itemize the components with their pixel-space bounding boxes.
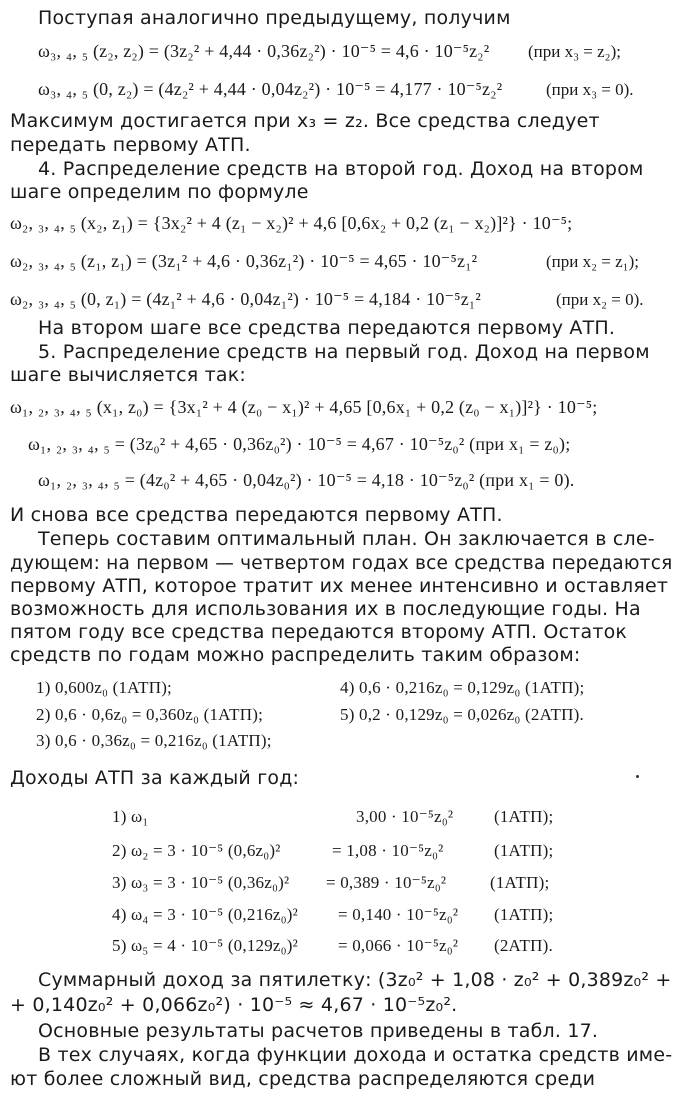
income-row-lhs: 4) ω₄ = 3 · 10⁻⁵ (0,216z₀)² <box>112 905 298 924</box>
print-speck <box>636 775 639 778</box>
equation-omega-12345-max: ω₁, ₂, ₃, ₄, ₅ = (3z₀² + 4,65 · 0,36z₀²) · 10⁻⁵ = 4,67 · 10⁻⁵z₀² (при x₁ = z₀); <box>28 434 571 454</box>
income-row-value: = 0,066 · 10⁻⁵z₀² <box>338 936 459 955</box>
equation-omega-2345-general: ω₂, ₃, ₄, ₅ (x₂, z₁) = {3x₂² + 4 (z₁ − x₂)² + 4,6 [0,6x₂ + 0,2 (z₁ − x₂)]²} · 10⁻⁵; <box>10 213 573 233</box>
paragraph-line: Максимум достигается при x₃ = z₂. Все средства следует <box>10 110 600 132</box>
income-row-recipient: (1АТП); <box>494 905 554 924</box>
equation-condition: (при x₃ = z₂); <box>528 42 621 61</box>
remainder-list-item: 3) 0,6 · 0,36z₀ = 0,216z₀ (1АТП); <box>36 731 272 750</box>
paragraph-line: передать первому АТП. <box>10 134 251 156</box>
income-row-lhs: 5) ω₅ = 4 · 10⁻⁵ (0,129z₀)² <box>112 936 298 955</box>
income-row-value: = 0,389 · 10⁻⁵z₀² <box>326 873 447 892</box>
section-5-heading: 5. Распределение средств на первый год. Доход на первом <box>38 341 650 363</box>
paragraph-line: В тех случаях, когда функции дохода и остатка средств име- <box>38 1044 673 1066</box>
total-income-line: Суммарный доход за пятилетку: (3z₀² + 1,08 · z₀² + 0,389z₀² + <box>38 969 672 991</box>
equation-omega-12345-general: ω₁, ₂, ₃, ₄, ₅ (x₁, z₀) = {3x₁² + 4 (z₀ − x₁)² + 4,65 [0,6x₁ + 0,2 (z₀ − x₁)]²} · 10⁻⁵; <box>10 397 598 417</box>
income-row-lhs: 1) ω₁ <box>112 807 149 826</box>
income-row-lhs: 2) ω₂ = 3 · 10⁻⁵ (0,6z₀)² <box>112 841 281 860</box>
equation-omega-2345-zero: ω₂, ₃, ₄, ₅ (0, z₁) = (4z₁² + 4,6 · 0,04z₁²) · 10⁻⁵ = 4,184 · 10⁻⁵z₁² <box>10 289 481 309</box>
income-row-lhs: 3) ω₃ = 3 · 10⁻⁵ (0,36z₀)² <box>112 873 290 892</box>
income-row-recipient: (1АТП); <box>494 841 554 860</box>
paragraph-line: ют более сложный вид, средства распределяются среди <box>10 1068 596 1090</box>
income-row-recipient: (1АТП); <box>490 873 550 892</box>
paragraph-line: Теперь составим оптимальный план. Он заключается в сле- <box>38 528 655 550</box>
paragraph-line: На втором шаге все средства передаются первому АТП. <box>38 317 616 339</box>
equation-omega-345-max: ω₃, ₄, ₅ (z₂, z₂) = (3z₂² + 4,44 · 0,36z₂²) · 10⁻⁵ = 4,6 · 10⁻⁵z₂² <box>38 41 490 61</box>
paragraph-line: пятом году все средства передаются второму АТП. Остаток <box>10 621 628 643</box>
paragraph-line: первому АТП, которое тратит их менее интенсивно и оставляет <box>10 575 669 597</box>
incomes-heading: Доходы АТП за каждый год: <box>10 767 300 789</box>
section-4-heading: 4. Распределение средств на второй год. Доход на втором <box>38 158 644 180</box>
equation-condition: (при x₂ = z₁); <box>546 252 639 271</box>
paragraph-line: шаге определим по формуле <box>10 181 309 203</box>
equation-condition: (при x₂ = 0). <box>556 290 644 309</box>
paragraph-line: Поступая аналогично предыдущему, получим <box>38 7 511 29</box>
equation-condition: (при x₃ = 0). <box>546 80 634 99</box>
total-income-line: + 0,140z₀² + 0,066z₀²) · 10⁻⁵ ≈ 4,67 · 10⁻⁵z₀². <box>10 994 458 1016</box>
income-row-recipient: (2АТП). <box>494 936 553 955</box>
equation-omega-12345-zero: ω₁, ₂, ₃, ₄, ₅ = (4z₀² + 4,65 · 0,04z₀²) · 10⁻⁵ = 4,18 · 10⁻⁵z₀² (при x₁ = 0). <box>38 470 575 490</box>
paragraph-line: возможность для использования их в последующие годы. На <box>10 598 641 620</box>
income-row-value: = 1,08 · 10⁻⁵z₀² <box>332 841 444 860</box>
paragraph-line: И снова все средства передаются первому АТП. <box>10 504 503 526</box>
income-row-value: 3,00 · 10⁻⁵z₀² <box>356 807 454 826</box>
remainder-list-item: 2) 0,6 · 0,6z₀ = 0,360z₀ (1АТП); <box>36 705 263 724</box>
paragraph-line: дующем: на первом — четвертом годах все средства передаются <box>10 552 673 574</box>
income-row-value: = 0,140 · 10⁻⁵z₀² <box>338 905 459 924</box>
remainder-list-item: 4) 0,6 · 0,216z₀ = 0,129z₀ (1АТП); <box>340 678 585 697</box>
income-row-recipient: (1АТП); <box>494 807 554 826</box>
paragraph-line: Основные результаты расчетов приведены в табл. 17. <box>38 1020 599 1042</box>
remainder-list-item: 1) 0,600z₀ (1АТП); <box>36 678 172 697</box>
equation-omega-345-zero: ω₃, ₄, ₅ (0, z₂) = (4z₂² + 4,44 · 0,04z₂²) · 10⁻⁵ = 4,177 · 10⁻⁵z₂² <box>38 79 503 99</box>
remainder-list-item: 5) 0,2 · 0,129z₀ = 0,026z₀ (2АТП). <box>340 705 584 724</box>
paragraph-line: шаге вычисляется так: <box>10 364 246 386</box>
equation-omega-2345-max: ω₂, ₃, ₄, ₅ (z₁, z₁) = (3z₁² + 4,6 · 0,36z₁²) · 10⁻⁵ = 4,65 · 10⁻⁵z₁² <box>10 251 478 271</box>
paragraph-line: средств по годам можно распределить таким образом: <box>10 644 581 666</box>
